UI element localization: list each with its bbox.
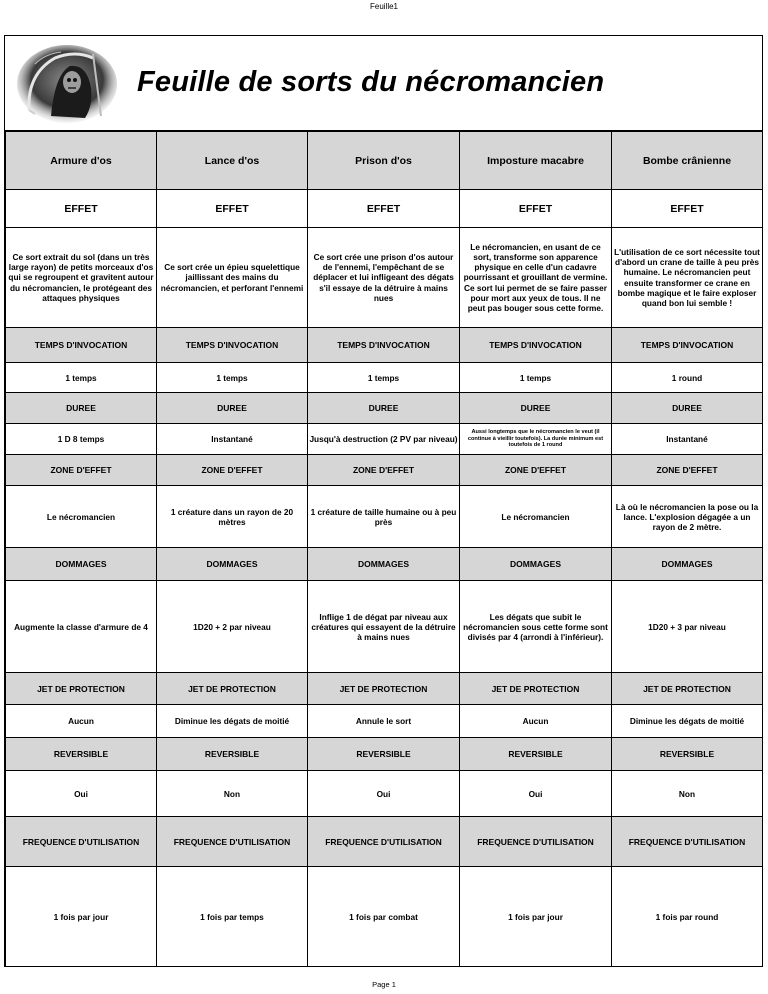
section-label: DUREE xyxy=(460,393,612,424)
section-label: EFFET xyxy=(308,190,460,228)
spell-name: Armure d'os xyxy=(6,132,157,190)
frequency-cell: 1 fois par jour xyxy=(6,867,157,967)
section-values-row-effet xyxy=(6,228,763,328)
duration-cell: Instantané xyxy=(612,424,763,455)
section-label-row-zone xyxy=(6,455,763,486)
section-label-row-effet xyxy=(6,190,763,228)
section-label: DOMMAGES xyxy=(612,548,763,581)
section-label: REVERSIBLE xyxy=(612,738,763,771)
protection-cell: Aucun xyxy=(6,705,157,738)
section-values-row-dommages xyxy=(6,581,763,673)
section-label: REVERSIBLE xyxy=(157,738,308,771)
section-label: ZONE D'EFFET xyxy=(460,455,612,486)
section-label: DOMMAGES xyxy=(157,548,308,581)
section-label: DOMMAGES xyxy=(460,548,612,581)
protection-cell: Diminue les dégats de moitié xyxy=(157,705,308,738)
section-label: TEMPS D'INVOCATION xyxy=(6,328,157,363)
section-label: JET DE PROTECTION xyxy=(157,673,308,705)
section-label: EFFET xyxy=(157,190,308,228)
invocation-cell: 1 temps xyxy=(308,363,460,393)
section-label: ZONE D'EFFET xyxy=(308,455,460,486)
section-label: DOMMAGES xyxy=(6,548,157,581)
section-label: JET DE PROTECTION xyxy=(612,673,763,705)
damage-cell: Augmente la classe d'armure de 4 xyxy=(6,581,157,673)
reversible-cell: Non xyxy=(612,771,763,817)
reversible-cell: Non xyxy=(157,771,308,817)
frequency-cell: 1 fois par combat xyxy=(308,867,460,967)
section-values-row-protection xyxy=(6,705,763,738)
page-title: Feuille de sorts du nécromancien xyxy=(137,66,605,98)
zone-cell: Le nécromancien xyxy=(6,486,157,548)
duration-cell: Instantané xyxy=(157,424,308,455)
reversible-cell: Oui xyxy=(308,771,460,817)
section-label: ZONE D'EFFET xyxy=(157,455,308,486)
section-label: TEMPS D'INVOCATION xyxy=(612,328,763,363)
sheet-name: Feuille1 xyxy=(369,2,398,11)
section-label-row-invocation xyxy=(6,328,763,363)
duration-cell: Jusqu'à destruction (2 PV par niveau) xyxy=(308,424,460,455)
protection-cell: Annule le sort xyxy=(308,705,460,738)
frequency-cell: 1 fois par round xyxy=(612,867,763,967)
section-label: EFFET xyxy=(612,190,763,228)
spells-table xyxy=(5,131,763,967)
duration-cell: 1 D 8 temps xyxy=(6,424,157,455)
section-label: FREQUENCE D'UTILISATION xyxy=(612,817,763,867)
section-label: DUREE xyxy=(6,393,157,424)
section-label: FREQUENCE D'UTILISATION xyxy=(460,817,612,867)
sheet-header xyxy=(5,36,762,131)
section-label: TEMPS D'INVOCATION xyxy=(460,328,612,363)
section-label: FREQUENCE D'UTILISATION xyxy=(6,817,157,867)
effect-cell: L'utilisation de ce sort nécessite tout d'abord un crane de taille à peu près humaine. Le nécromancien peut ensuite transformer ce crane en bombe magique et le faire exploser quand bon lui semble ! xyxy=(612,228,763,328)
section-label: TEMPS D'INVOCATION xyxy=(157,328,308,363)
reversible-cell: Oui xyxy=(6,771,157,817)
zone-cell: 1 créature de taille humaine ou à peu près xyxy=(308,486,460,548)
page-number: Page 1 xyxy=(372,980,396,989)
section-values-row-invocation xyxy=(6,363,763,393)
invocation-cell: 1 temps xyxy=(6,363,157,393)
spell-name: Prison d'os xyxy=(308,132,460,190)
section-label: FREQUENCE D'UTILISATION xyxy=(157,817,308,867)
section-values-row-duree xyxy=(6,424,763,455)
damage-cell: 1D20 + 2 par niveau xyxy=(157,581,308,673)
section-label: REVERSIBLE xyxy=(460,738,612,771)
spell-name: Imposture macabre xyxy=(460,132,612,190)
section-label-row-dommages xyxy=(6,548,763,581)
section-label: EFFET xyxy=(460,190,612,228)
invocation-cell: 1 temps xyxy=(460,363,612,393)
section-label: EFFET xyxy=(6,190,157,228)
damage-cell: Les dégats que subit le nécromancien sous cette forme sont divisés par 4 (arrondi à l'inférieur). xyxy=(460,581,612,673)
section-label-row-duree xyxy=(6,393,763,424)
effect-cell: Ce sort crée un épieu squelettique jaillissant des mains du nécromancien, et perforant l'ennemi xyxy=(157,228,308,328)
frequency-cell: 1 fois par jour xyxy=(460,867,612,967)
protection-cell: Aucun xyxy=(460,705,612,738)
spell-sheet xyxy=(4,35,763,967)
invocation-cell: 1 temps xyxy=(157,363,308,393)
zone-cell: Là où le nécromancien la pose ou la lance. L'explosion dégagée a un rayon de 2 mètre. xyxy=(612,486,763,548)
section-label: REVERSIBLE xyxy=(308,738,460,771)
spell-names-row xyxy=(6,132,763,190)
damage-cell: 1D20 + 3 par niveau xyxy=(612,581,763,673)
effect-cell: Ce sort extrait du sol (dans un très large rayon) de petits morceaux d'os qui se regroupent et gravitent autour du nécromancien, le protégeant des attaques physiques xyxy=(6,228,157,328)
invocation-cell: 1 round xyxy=(612,363,763,393)
damage-cell: Inflige 1 de dégat par niveau aux créatures qui essayent de la détruire à mains nues xyxy=(308,581,460,673)
effect-cell: Ce sort crée une prison d'os autour de l'ennemi, l'empêchant de se déplacer et lui infligeant des dégats s'il essaye de la détruire à mains nues xyxy=(308,228,460,328)
section-label: ZONE D'EFFET xyxy=(612,455,763,486)
effect-cell: Le nécromancien, en usant de ce sort, transforme son apparence physique en celle d'un cadavre pourrissant et grouillant de vermine. Ce sort lui permet de se faire passer pour mort aux yeux de tous. Il ne peut pas bouger sous cette forme. xyxy=(460,228,612,328)
frequency-cell: 1 fois par temps xyxy=(157,867,308,967)
protection-cell: Diminue les dégats de moitié xyxy=(612,705,763,738)
reaper-logo-icon xyxy=(15,44,119,124)
section-values-row-zone xyxy=(6,486,763,548)
duration-cell: Aussi longtemps que le nécromancien le veut (il continue à vieillir toutefois). La durée minimum est toutefois de 1 round xyxy=(460,424,612,455)
section-label-row-reversible xyxy=(6,738,763,771)
section-label: FREQUENCE D'UTILISATION xyxy=(308,817,460,867)
section-label: DUREE xyxy=(157,393,308,424)
section-label: ZONE D'EFFET xyxy=(6,455,157,486)
spell-name: Lance d'os xyxy=(157,132,308,190)
section-values-row-frequence xyxy=(6,867,763,967)
reversible-cell: Oui xyxy=(460,771,612,817)
section-label: JET DE PROTECTION xyxy=(460,673,612,705)
section-label-row-protection xyxy=(6,673,763,705)
section-label: TEMPS D'INVOCATION xyxy=(308,328,460,363)
section-label: DUREE xyxy=(308,393,460,424)
section-label: JET DE PROTECTION xyxy=(308,673,460,705)
section-label: DUREE xyxy=(612,393,763,424)
zone-cell: Le nécromancien xyxy=(460,486,612,548)
section-label: DOMMAGES xyxy=(308,548,460,581)
section-label: REVERSIBLE xyxy=(6,738,157,771)
section-label-row-frequence xyxy=(6,817,763,867)
zone-cell: 1 créature dans un rayon de 20 mètres xyxy=(157,486,308,548)
section-label: JET DE PROTECTION xyxy=(6,673,157,705)
section-values-row-reversible xyxy=(6,771,763,817)
spell-name: Bombe crânienne xyxy=(612,132,763,190)
